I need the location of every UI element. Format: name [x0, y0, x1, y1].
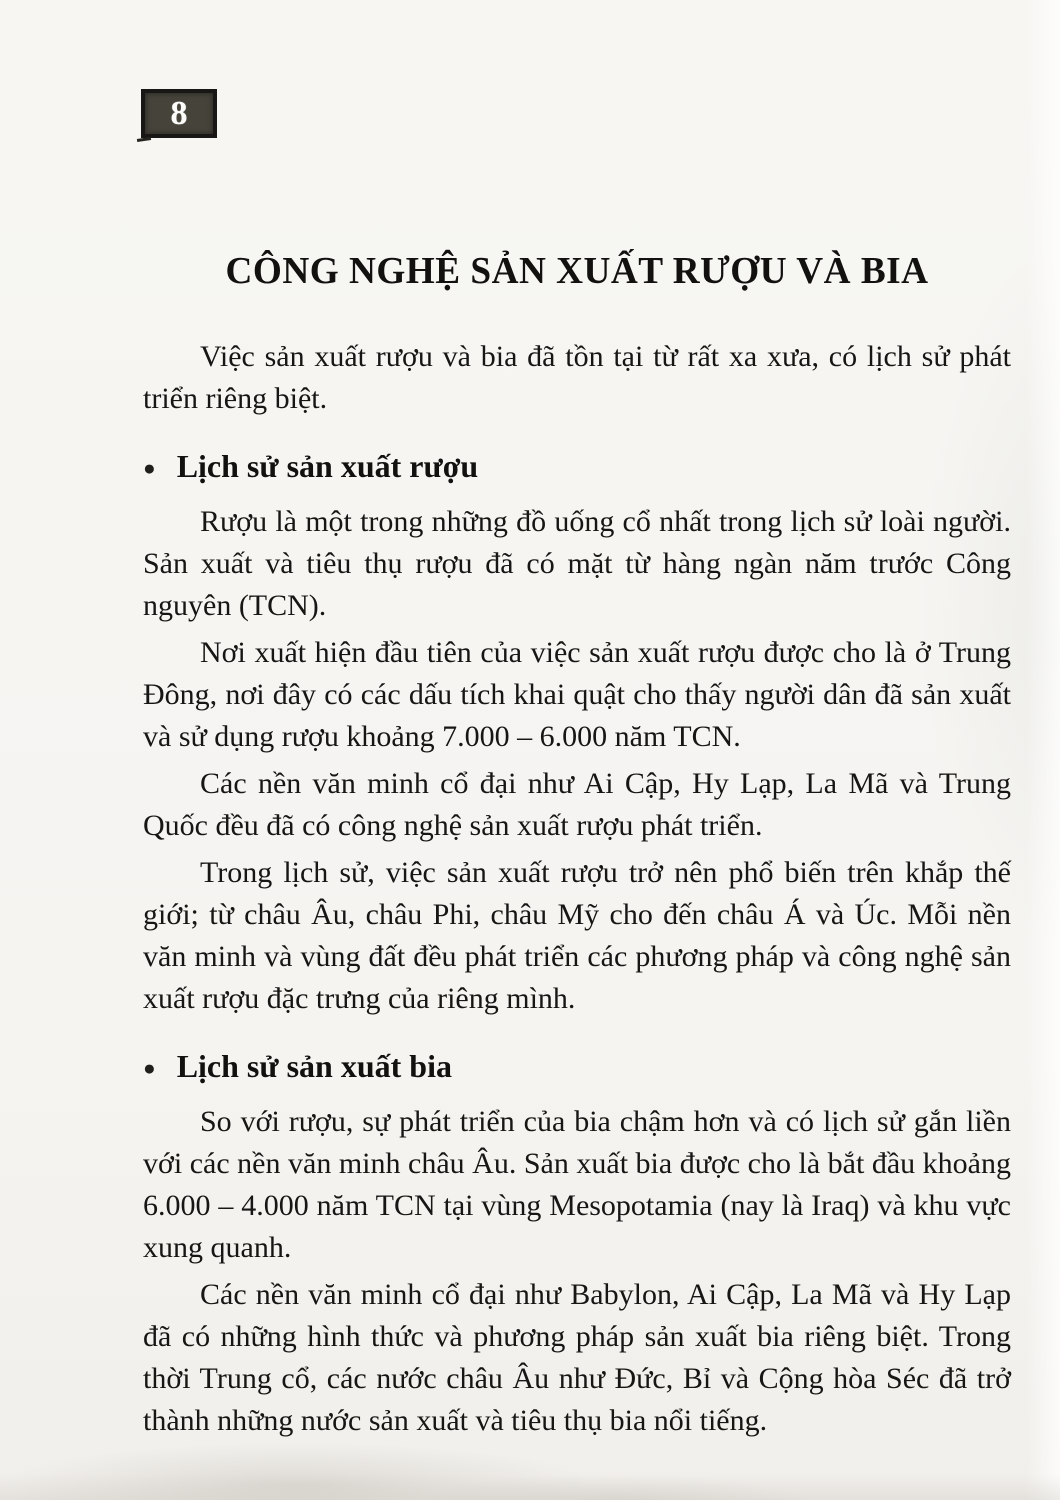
section-heading-bia-label: Lịch sử sản xuất bia	[176, 1048, 452, 1084]
page-content	[143, 242, 1011, 1447]
paragraph-bia-1: So với rượu, sự phát triển của bia chậm hơn và có lịch sử gắn liền với các nền văn minh châu Âu. Sản xuất bia được cho là bắt đầu khoảng 6.000 – 4.000 năm TCN tại vùng Mesopotamia (nay là Iraq) và khu vực xung quanh.	[143, 1105, 1011, 1264]
scan-edge-bottom	[0, 1474, 1060, 1500]
bullet-dot-icon: ●	[143, 1055, 156, 1080]
bullet-dot-icon: ●	[143, 455, 156, 480]
paragraph-ruou-4: Trong lịch sử, việc sản xuất rượu trở nên phổ biến trên khắp thế giới; từ châu Âu, châu Phi, châu Mỹ cho đến châu Á và Úc. Mỗi nền văn minh và vùng đất đều phát triển các phương pháp và công nghệ sản xuất rượu đặc trưng của riêng mình.	[143, 856, 1011, 1015]
page-number-badge	[141, 89, 217, 138]
paragraph-ruou-3: Các nền văn minh cổ đại như Ai Cập, Hy Lạp, La Mã và Trung Quốc đều đã có công nghệ sản xuất rượu phát triển.	[143, 767, 1011, 842]
scan-edge-right	[1026, 0, 1060, 1500]
page-number: 8	[170, 94, 188, 132]
section-heading-ruou-label: Lịch sử sản xuất rượu	[176, 448, 479, 484]
paragraph-bia-2: Các nền văn minh cổ đại như Babylon, Ai Cập, La Mã và Hy Lạp đã có những hình thức và phương pháp sản xuất bia riêng biệt. Trong thời Trung cổ, các nước châu Âu như Đức, Bỉ và Cộng hòa Séc đã trở thành những nước sản xuất và tiêu thụ bia nổi tiếng.	[143, 1278, 1011, 1437]
paragraph-ruou-2: Nơi xuất hiện đầu tiên của việc sản xuất rượu được cho là ở Trung Đông, nơi đây có các dấu tích khai quật cho thấy người dân đã sản xuất và sử dụng rượu khoảng 7.000 – 6.000 năm TCN.	[143, 636, 1011, 753]
paragraph-ruou-1: Rượu là một trong những đồ uống cổ nhất trong lịch sử loài người. Sản xuất và tiêu thụ rượu đã có mặt từ hàng ngàn năm trước Công nguyên (TCN).	[143, 505, 1011, 622]
section-heading-ruou	[143, 444, 1011, 488]
section-heading-bia	[143, 1044, 1011, 1088]
intro-paragraph: Việc sản xuất rượu và bia đã tồn tại từ rất xa xưa, có lịch sử phát triển riêng biệt.	[143, 340, 1011, 415]
page-title: CÔNG NGHỆ SẢN XUẤT RƯỢU VÀ BIA	[225, 250, 929, 292]
